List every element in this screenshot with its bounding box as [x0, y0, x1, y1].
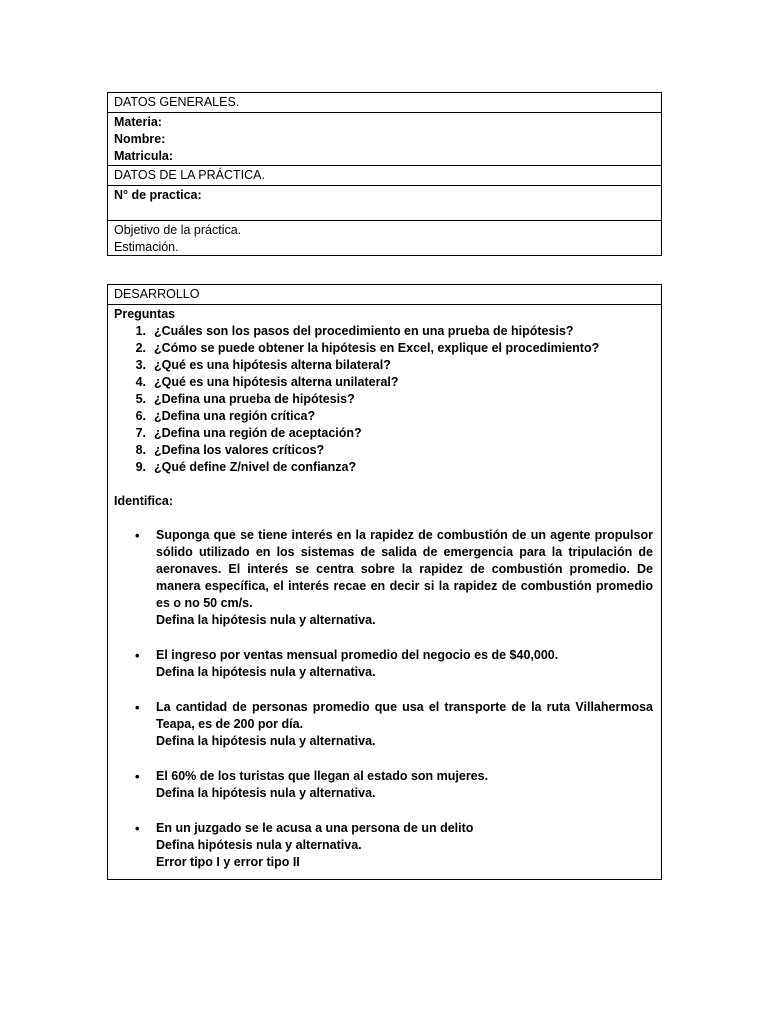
bullet-icon: •	[135, 821, 140, 836]
question-text: ¿Qué es una hipótesis alterna unilateral?	[154, 375, 399, 389]
question-item	[114, 408, 655, 425]
identifica-item-body	[156, 820, 653, 871]
question-number: 1.	[135, 324, 146, 338]
question-number: 4.	[135, 375, 146, 389]
identifica-item	[114, 527, 655, 629]
objetivo-label: Objetivo de la práctica.	[114, 223, 242, 237]
question-item	[114, 459, 655, 476]
datos-generales-header	[108, 93, 661, 113]
materia-label: Materia:	[114, 115, 162, 129]
identifica-item-instruction: Defina la hipótesis nula y alternativa.	[156, 734, 376, 748]
identifica-item-instruction: Defina la hipótesis nula y alternativa.	[156, 613, 376, 627]
datos-practica-header	[108, 166, 661, 186]
questions-list	[114, 323, 655, 476]
bullet-icon: •	[135, 528, 140, 543]
desarrollo-header	[108, 285, 661, 305]
desarrollo-table	[107, 284, 662, 880]
question-item	[114, 357, 655, 374]
identifica-item-body	[156, 699, 653, 750]
identifica-item-instruction: Error tipo I y error tipo II	[156, 855, 300, 869]
identifica-label: Identifica:	[114, 494, 174, 508]
bullet-icon: •	[135, 769, 140, 784]
identifica-item	[114, 768, 655, 802]
question-number: 6.	[135, 409, 146, 423]
question-item	[114, 323, 655, 340]
question-item	[114, 391, 655, 408]
datos-generales-fields	[108, 113, 661, 166]
question-item	[114, 425, 655, 442]
datos-practica-title: DATOS DE LA PRÁCTICA.	[114, 168, 265, 182]
preguntas-label: Preguntas	[114, 307, 176, 321]
identifica-item-text: La cantidad de personas promedio que usa el transporte de la ruta Villahermosa Teapa, es de 200 por día.	[156, 700, 653, 731]
desarrollo-title: DESARROLLO	[114, 287, 200, 301]
identifica-item-body	[156, 768, 653, 802]
question-text: ¿Defina los valores críticos?	[154, 443, 325, 457]
practica-number-row	[108, 186, 661, 221]
question-number: 7.	[135, 426, 146, 440]
bullet-icon: •	[135, 648, 140, 663]
identifica-item-text: Suponga que se tiene interés en la rapidez de combustión de un agente propulsor sólido utilizado en los sistemas de salida de emergencia para la tripulación de aeronaves. El interés se centra sobre la rapidez de combustión promedio. De manera específica, el interés recae en decir si la rapidez de combustión promedio es o no 50 cm/s.	[156, 528, 653, 610]
datos-table	[107, 92, 662, 256]
identifica-item-body	[156, 527, 653, 629]
question-text: ¿Cómo se puede obtener la hipótesis en Excel, explique el procedimiento?	[154, 341, 600, 355]
estimacion-label: Estimación.	[114, 240, 179, 254]
identifica-item	[114, 820, 655, 871]
question-text: ¿Defina una región crítica?	[154, 409, 316, 423]
spacer	[114, 510, 655, 527]
identifica-item	[114, 699, 655, 750]
question-item	[114, 442, 655, 459]
question-text: ¿Qué define Z/nivel de confianza?	[154, 460, 357, 474]
question-item	[114, 374, 655, 391]
objetivo-row	[108, 221, 661, 255]
nombre-label: Nombre:	[114, 132, 166, 146]
identifica-item-text: El 60% de los turistas que llegan al estado son mujeres.	[156, 769, 489, 783]
identifica-item-instruction: Defina la hipótesis nula y alternativa.	[156, 665, 376, 679]
identifica-item-text: El ingreso por ventas mensual promedio del negocio es de $40,000.	[156, 648, 559, 662]
question-number: 8.	[135, 443, 146, 457]
practica-number-label: N° de practica:	[114, 188, 202, 202]
question-number: 2.	[135, 341, 146, 355]
identifica-item-instruction: Defina hipótesis nula y alternativa.	[156, 838, 362, 852]
identifica-item-text: En un juzgado se le acusa a una persona de un delito	[156, 821, 474, 835]
bullet-icon: •	[135, 700, 140, 715]
question-item	[114, 340, 655, 357]
question-number: 3.	[135, 358, 146, 372]
datos-generales-title: DATOS GENERALES.	[114, 95, 240, 109]
question-text: ¿Cuáles son los pasos del procedimiento en una prueba de hipótesis?	[154, 324, 574, 338]
matricula-label: Matricula:	[114, 149, 174, 163]
identifica-list	[114, 527, 655, 871]
desarrollo-body	[108, 305, 661, 890]
identifica-item-body	[156, 647, 653, 681]
question-text: ¿Qué es una hipótesis alterna bilateral?	[154, 358, 391, 372]
question-text: ¿Defina una prueba de hipótesis?	[154, 392, 355, 406]
question-number: 9.	[135, 460, 146, 474]
spacer	[114, 476, 655, 493]
question-text: ¿Defina una región de aceptación?	[154, 426, 362, 440]
question-number: 5.	[135, 392, 146, 406]
identifica-item	[114, 647, 655, 681]
identifica-item-instruction: Defina la hipótesis nula y alternativa.	[156, 786, 376, 800]
